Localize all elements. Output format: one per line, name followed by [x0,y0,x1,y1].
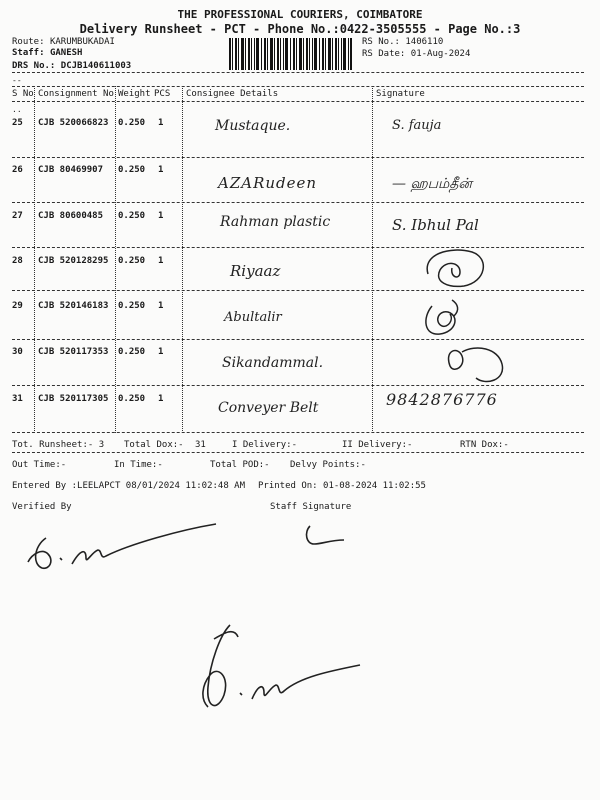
staff-signature-label: Staff Signature [270,502,352,512]
staff-line [12,48,82,58]
row-sno: 28 [12,256,23,266]
rs-date-value: 01-Aug-2024 [410,49,471,59]
row-signature-handwritten: 9842876776 [386,390,498,409]
row-consignee-handwritten: AZARudeen [218,174,318,192]
table-top-rule [12,86,584,87]
ii-delivery: II Delivery:- [342,440,413,450]
row-pcs: 1 [158,301,164,311]
signature-scribble [436,340,510,390]
row-consignment: CJB 520128295 [38,256,109,266]
col-header-sno: S No [12,89,34,99]
row-consignee-handwritten: Abultalir [224,310,282,325]
verified-by: Verified By [12,502,72,512]
row-signature-handwritten: S. Ibhul Pal [392,216,479,234]
summary-rule [12,452,584,453]
col-header-pcs: PCS [154,89,171,99]
row-weight: 0.250 [118,118,146,128]
route-label: Route: [12,37,45,47]
row-pcs: 1 [158,256,164,266]
row-divider [12,202,584,203]
col-header-details: Consignee Details [186,89,279,99]
row-consignment: CJB 80600485 [38,211,104,221]
row-weight: 0.250 [118,394,146,404]
row-pcs: 1 [158,165,164,175]
row-consignment: CJB 520066823 [38,118,109,128]
row-sno: 25 [12,118,23,128]
row-divider [12,247,584,248]
header-divider [12,72,584,73]
dash-marker: -- [12,76,22,85]
col-header-consignment: Consignment No [38,89,114,99]
out-time: Out Time:- [12,460,67,470]
row-consignee-handwritten: Sikandammal. [222,355,324,371]
in-time: In Time:- [114,460,163,470]
col-divider [182,86,183,433]
col-divider [115,86,116,433]
drs-line [12,61,131,71]
column-header-rule [12,101,584,102]
printed-on: Printed On: 01-08-2024 11:02:55 [258,481,426,491]
route-value: KARUMBUKADAI [49,37,115,47]
row-sno: 30 [12,347,23,357]
signature-scribble [414,296,474,340]
row-pcs: 1 [158,394,164,404]
row-sno: 31 [12,394,23,404]
rs-date-line [362,49,470,59]
drs-value: DCJB140611003 [60,61,132,71]
rs-no-label: RS No.: [362,37,400,47]
barcode [229,38,353,70]
row-pcs: 1 [158,118,164,128]
rs-date-label: RS Date: [362,49,406,59]
col-header-weight: Weight [118,89,151,99]
col-header-signature: Signature [376,89,425,99]
i-delivery: I Delivery:- [232,440,298,450]
rs-no-line [362,37,443,47]
signature-scribble [420,244,490,290]
row-consignment: CJB 520117353 [38,347,109,357]
col-divider [34,86,35,433]
delvy-points: Delvy Points:- [290,460,366,470]
row-consignee-handwritten: Riyaaz [230,262,281,280]
col-divider [372,86,373,433]
row-consignment: CJB 80469907 [38,165,104,175]
row-sno: 27 [12,211,23,221]
row-weight: 0.250 [118,211,146,221]
row-consignee-handwritten: Conveyer Belt [218,400,319,416]
entered-by: Entered By :LEELAPCT 08/01/2024 11:02:48 AM [12,481,245,491]
staff-signature-mark [300,522,350,552]
staff-label: Staff: [12,48,45,58]
row-consignment: CJB 520146183 [38,301,109,311]
company-title: THE PROFESSIONAL COURIERS, COIMBATORE [177,8,423,21]
row-signature-handwritten: — ஹபம்தீன் [392,176,472,192]
row-pcs: 1 [158,211,164,221]
row-consignment: CJB 520117305 [38,394,109,404]
rs-no-value: 1406110 [405,37,444,47]
total-dox-label: Total Dox:- [124,440,184,450]
staff-value: GANESH [49,48,83,58]
total-dox-value: 31 [195,440,206,450]
row-weight: 0.250 [118,165,146,175]
row-sno: 26 [12,165,23,175]
rtn-dox: RTN Dox:- [460,440,509,450]
row-weight: 0.250 [118,301,146,311]
row-weight: 0.250 [118,347,146,357]
large-signature [190,615,370,745]
dash-marker: .. [12,105,22,114]
table-bottom-rule [12,432,584,433]
verified-signature [20,520,230,580]
row-divider [12,385,584,386]
row-signature-handwritten: S. fauja [392,118,442,133]
row-consignee-handwritten: Mustaque. [215,118,291,134]
row-divider [12,157,584,158]
row-consignee-handwritten: Rahman plastic [220,214,331,230]
tot-runsheet: Tot. Runsheet:- 3 [12,440,105,450]
row-weight: 0.250 [118,256,146,266]
route-line [12,37,115,47]
drs-label: DRS No.: [12,61,56,71]
runsheet-title: Delivery Runsheet - PCT - Phone No.:0422-3505555 - Page No.:3 [79,22,521,36]
row-sno: 29 [12,301,23,311]
row-divider [12,290,584,291]
row-pcs: 1 [158,347,164,357]
total-pod: Total POD:- [210,460,270,470]
